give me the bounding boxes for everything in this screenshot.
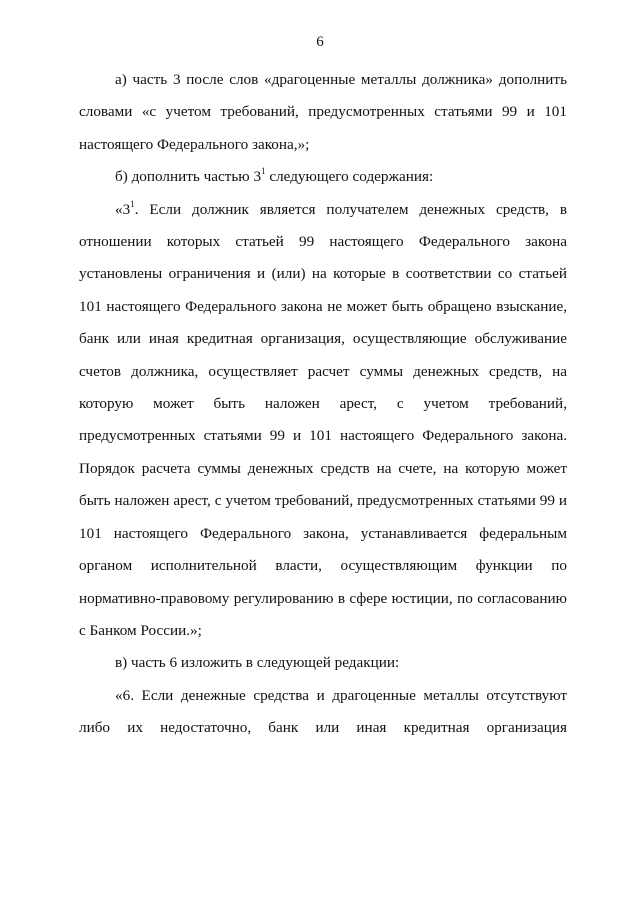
paragraph-b — [79, 161, 567, 193]
superscript: 1 — [261, 166, 266, 177]
quoted-part-6: «6. Если денежные средства и драгоценные металлы отсутствуют либо их недостаточно, банк или иная кредитная организация — [79, 686, 567, 737]
quoted-part-3-1-text: . Если должник является получателем денежных средств, в отношении которых статьей 99 настоящего Федерального закона установлены ограничения и (или) на которые в соответствии со статьей 101 настоящего Федерального закона не может быть обращено взыскание, банк или иная кредитная организация, осуществляющие обслуживание счетов должника, осуществляет расчет суммы денежных средств, на которую может быть наложен арест, с учетом требований, предусмотренных статьями 99 и 101 настоящего Федерального закона. Порядок расчета суммы денежных средств на счете, на которую может быть наложен арест, с учетом требований, предусмотренных статьями 99 и 101 настоящего Федерального закона, устанавливается федеральным органом исполнительной власти, осуществляющим функции по нормативно-правовому регулированию в сфере юстиции, по согласованию с Банком России.»; — [79, 200, 567, 639]
paragraph-b-text: б) дополнить частью 3 — [115, 168, 262, 186]
quoted-part-3-1 — [79, 194, 567, 648]
paragraph-b-text-end: следующего содержания: — [265, 168, 434, 186]
paragraph-a: а) часть 3 после слов «драгоценные металлы должника» дополнить словами «с учетом требований, предусмотренных статьями 99 и 101 настоящего Федерального закона,»; — [79, 71, 567, 153]
paragraph-c: в) часть 6 изложить в следующей редакции: — [115, 654, 400, 672]
document-body — [79, 64, 567, 745]
quoted-part-3-1-start: «3 — [115, 200, 131, 218]
superscript: 1 — [130, 198, 135, 209]
page-number: 6 — [316, 34, 324, 50]
